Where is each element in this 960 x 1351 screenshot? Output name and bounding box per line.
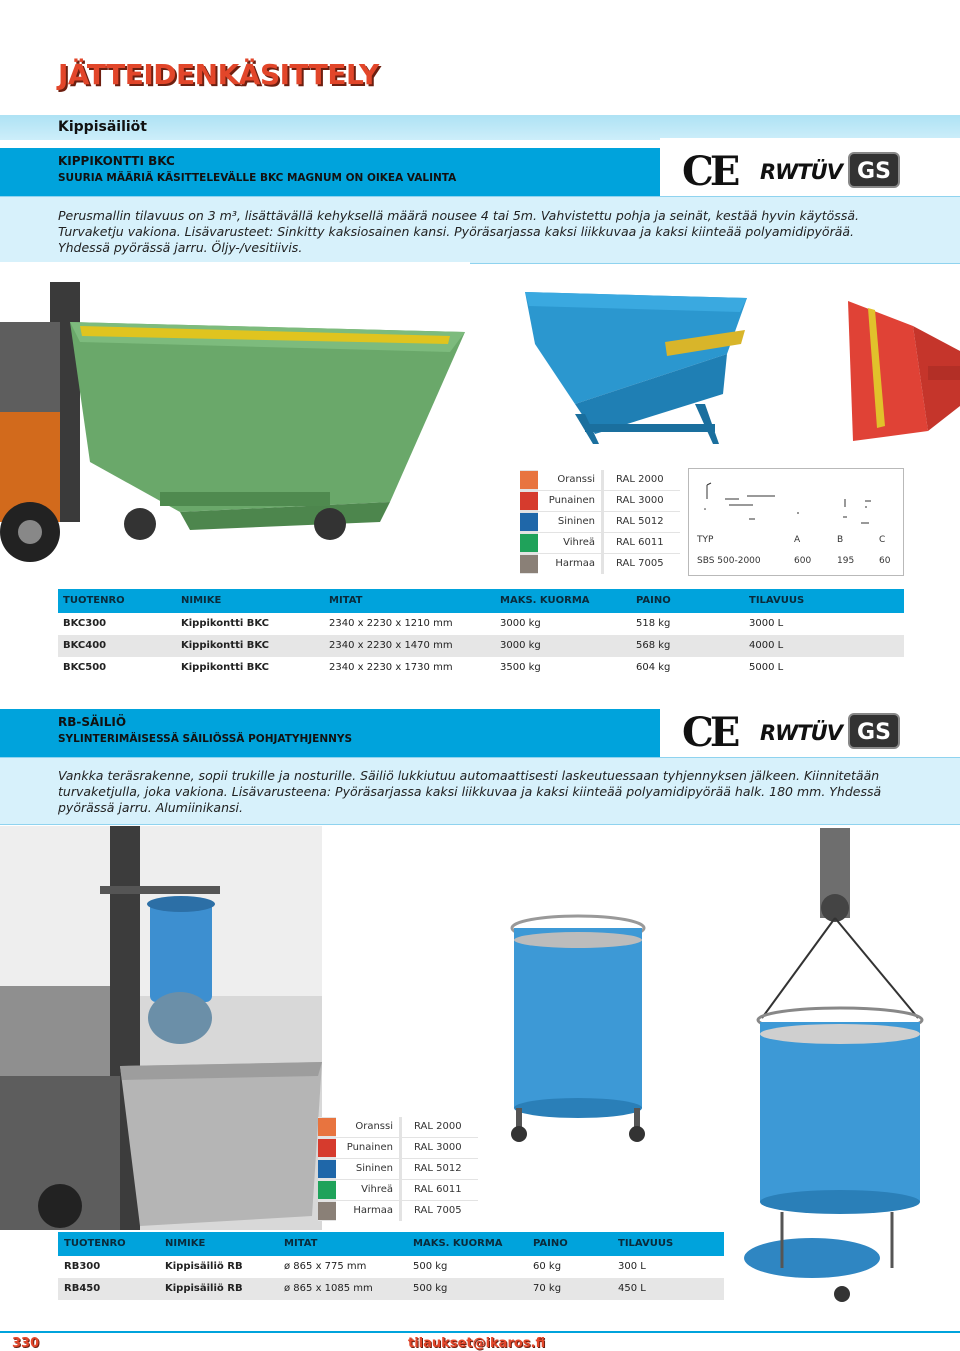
color-name: Harmaa — [336, 1201, 399, 1221]
table-cell: 3500 kg — [500, 662, 541, 673]
color-ral: RAL 7005 — [604, 554, 680, 574]
table-cell: 2340 x 2230 x 1210 mm — [329, 618, 453, 629]
color-ral: RAL 2000 — [402, 1117, 478, 1137]
section-tagline: SYLINTERIMÄISESSÄ SÄILIÖSSÄ POHJATYHJENNYS — [58, 733, 353, 745]
color-name: Punainen — [538, 491, 601, 511]
table-cell: 3000 kg — [500, 640, 541, 651]
color-ral: RAL 2000 — [604, 470, 680, 490]
table-header-row — [58, 1232, 724, 1256]
dimension-header: TYP — [697, 535, 714, 545]
table-cell: 5000 L — [749, 662, 784, 673]
color-option — [520, 554, 680, 574]
color-name: Oranssi — [538, 470, 601, 490]
color-swatch-grey — [520, 555, 538, 573]
contact-email-link[interactable]: tilaukset@ikaros.fi — [408, 1336, 546, 1351]
table-cell: 518 kg — [636, 618, 671, 629]
color-swatch-blue — [520, 513, 538, 531]
color-name: Sininen — [538, 512, 601, 532]
category-band — [0, 115, 960, 140]
table-cell: Kippisäiliö RB — [165, 1261, 243, 1272]
gs-logo: GS — [848, 152, 900, 188]
table-cell: 450 L — [618, 1283, 646, 1294]
color-ral: RAL 3000 — [402, 1138, 478, 1158]
color-name: Oranssi — [336, 1117, 399, 1137]
color-ral: RAL 5012 — [604, 512, 680, 532]
color-option — [318, 1117, 478, 1137]
table-header: TUOTENRO — [63, 595, 125, 606]
table-header: MITAT — [329, 595, 363, 606]
certification-logos — [660, 138, 960, 202]
color-option — [520, 470, 680, 490]
table-cell: 500 kg — [413, 1261, 448, 1272]
color-name: Vihreä — [538, 533, 601, 553]
table-row — [58, 657, 904, 679]
rwtuv-logo: RWTÜV — [760, 160, 842, 184]
color-ral: RAL 3000 — [604, 491, 680, 511]
table-cell: RB450 — [64, 1283, 101, 1294]
description-line: Yhdessä pyörässä jarru. Öljy-/vesitiivis. — [58, 240, 303, 255]
color-swatch-blue — [318, 1160, 336, 1178]
table-cell: 70 kg — [533, 1283, 562, 1294]
category-title: Kippisäiliöt — [58, 119, 147, 135]
table-header: NIMIKE — [165, 1238, 206, 1249]
certification-logos — [660, 699, 960, 763]
color-swatch-orange — [520, 471, 538, 489]
color-swatch-grey — [318, 1202, 336, 1220]
color-name: Sininen — [336, 1159, 399, 1179]
dimension-value: 195 — [837, 556, 855, 566]
description-line: Vankka teräsrakenne, sopii trukille ja nosturille. Säiliö lukkiutuu automaattisesti laskeutuessaan tyhjennyksen jälkeen. Kiinnitetään — [58, 768, 880, 783]
table-row — [58, 1256, 724, 1278]
dimension-sketch-icon — [689, 469, 903, 529]
table-cell: 3000 L — [749, 618, 784, 629]
description-line: pyörässä jarru. Alumiinikansi. — [58, 800, 243, 815]
table-header: TUOTENRO — [64, 1238, 126, 1249]
table-cell: 3000 kg — [500, 618, 541, 629]
footer-rule — [0, 1331, 960, 1333]
table-cell: 500 kg — [413, 1283, 448, 1294]
dimension-header: C — [879, 535, 886, 545]
table-header: MAKS. KUORMA — [500, 595, 590, 606]
rwtuv-logo: RWTÜV — [760, 721, 842, 745]
section-code: RB-SÄILIÖ — [58, 715, 127, 729]
description-band — [0, 757, 960, 825]
table-cell: 2340 x 2230 x 1730 mm — [329, 662, 453, 673]
color-swatch-green — [520, 534, 538, 552]
color-swatch-red — [318, 1139, 336, 1157]
dimension-header: A — [794, 535, 801, 545]
table-cell: 300 L — [618, 1261, 646, 1272]
photo-rb-container-hoisted — [742, 828, 940, 1318]
color-swatch-green — [318, 1181, 336, 1199]
table-cell: BKC500 — [63, 662, 107, 673]
color-option — [318, 1159, 478, 1179]
dimension-box — [688, 468, 904, 576]
table-cell: 2340 x 2230 x 1470 mm — [329, 640, 453, 651]
description-band — [0, 196, 960, 264]
page-number: 330 — [12, 1336, 40, 1351]
table-cell: ø 865 x 1085 mm — [284, 1283, 373, 1294]
photo-forklift-rb-container — [0, 826, 322, 1230]
table-header: NIMIKE — [181, 595, 222, 606]
color-ral: RAL 7005 — [402, 1201, 478, 1221]
table-header: TILAVUUS — [618, 1238, 674, 1249]
color-option — [318, 1201, 478, 1221]
color-option — [318, 1180, 478, 1200]
color-option — [520, 491, 680, 511]
table-header: MITAT — [284, 1238, 318, 1249]
table-cell: 568 kg — [636, 640, 671, 651]
dimension-value: 60 — [879, 556, 891, 566]
color-option — [520, 533, 680, 553]
description-line: turvaketjulla, joka vakiona. Lisävarusteena: Pyöräsarjassa kaksi liikkuvaa ja kaksi kiinteää polyamidipyörää halk. 180 mm. Yhdessä — [58, 784, 882, 799]
color-ral: RAL 5012 — [402, 1159, 478, 1179]
dimension-header: B — [837, 535, 844, 545]
section-tagline: SUURIA MÄÄRIÄ KÄSITTELEVÄLLE BKC MAGNUM ON OIKEA VALINTA — [58, 172, 457, 184]
table-header-row — [58, 589, 904, 613]
photo-forklift-green-skip — [0, 262, 470, 572]
table-header: PAINO — [636, 595, 671, 606]
table-cell: Kippisäiliö RB — [165, 1283, 243, 1294]
photo-rb-container — [498, 906, 658, 1146]
table-header: MAKS. KUORMA — [413, 1238, 503, 1249]
color-name: Harmaa — [538, 554, 601, 574]
table-header: PAINO — [533, 1238, 568, 1249]
table-cell: Kippikontti BKC — [181, 662, 270, 673]
color-option — [318, 1138, 478, 1158]
section-code: KIPPIKONTTI BKC — [58, 154, 175, 168]
photo-blue-skip — [515, 284, 755, 452]
color-name: Punainen — [336, 1138, 399, 1158]
color-option — [520, 512, 680, 532]
color-ral: RAL 6011 — [604, 533, 680, 553]
color-ral: RAL 6011 — [402, 1180, 478, 1200]
table-cell: BKC300 — [63, 618, 107, 629]
table-row — [58, 635, 904, 657]
table-cell: 60 kg — [533, 1261, 562, 1272]
table-cell: 604 kg — [636, 662, 671, 673]
gs-logo: GS — [848, 713, 900, 749]
table-cell: BKC400 — [63, 640, 107, 651]
color-swatch-red — [520, 492, 538, 510]
color-options-bkc — [520, 470, 680, 574]
table-row — [58, 1278, 724, 1300]
table-cell: Kippikontti BKC — [181, 640, 270, 651]
table-cell: ø 865 x 775 mm — [284, 1261, 367, 1272]
dimension-value: 600 — [794, 556, 812, 566]
page-title: JÄTTEIDENKÄSITTELY — [58, 58, 379, 91]
ce-logo: CE — [682, 148, 737, 195]
color-options-rb — [318, 1117, 478, 1221]
table-row — [58, 613, 904, 635]
description-line: Turvaketju vakiona. Lisävarusteet: Sinkitty kaksiosainen kansi. Pyöräsarjassa kaksi liikkuvaa ja kaksi kiinteää polyamidipyörää. — [58, 224, 855, 239]
color-swatch-orange — [318, 1118, 336, 1136]
description-line: Perusmallin tilavuus on 3 m³, lisättävällä kehyksellä määrä nousee 4 tai 5m. Vahvistettu pohja ja seinät, kestää hyvin käytössä. — [58, 208, 859, 223]
table-cell: RB300 — [64, 1261, 101, 1272]
table-cell: 4000 L — [749, 640, 784, 651]
table-cell: Kippikontti BKC — [181, 618, 270, 629]
photo-red-skip — [833, 296, 960, 446]
ce-logo: CE — [682, 709, 737, 756]
color-name: Vihreä — [336, 1180, 399, 1200]
table-header: TILAVUUS — [749, 595, 805, 606]
dimension-value: SBS 500-2000 — [697, 556, 761, 566]
